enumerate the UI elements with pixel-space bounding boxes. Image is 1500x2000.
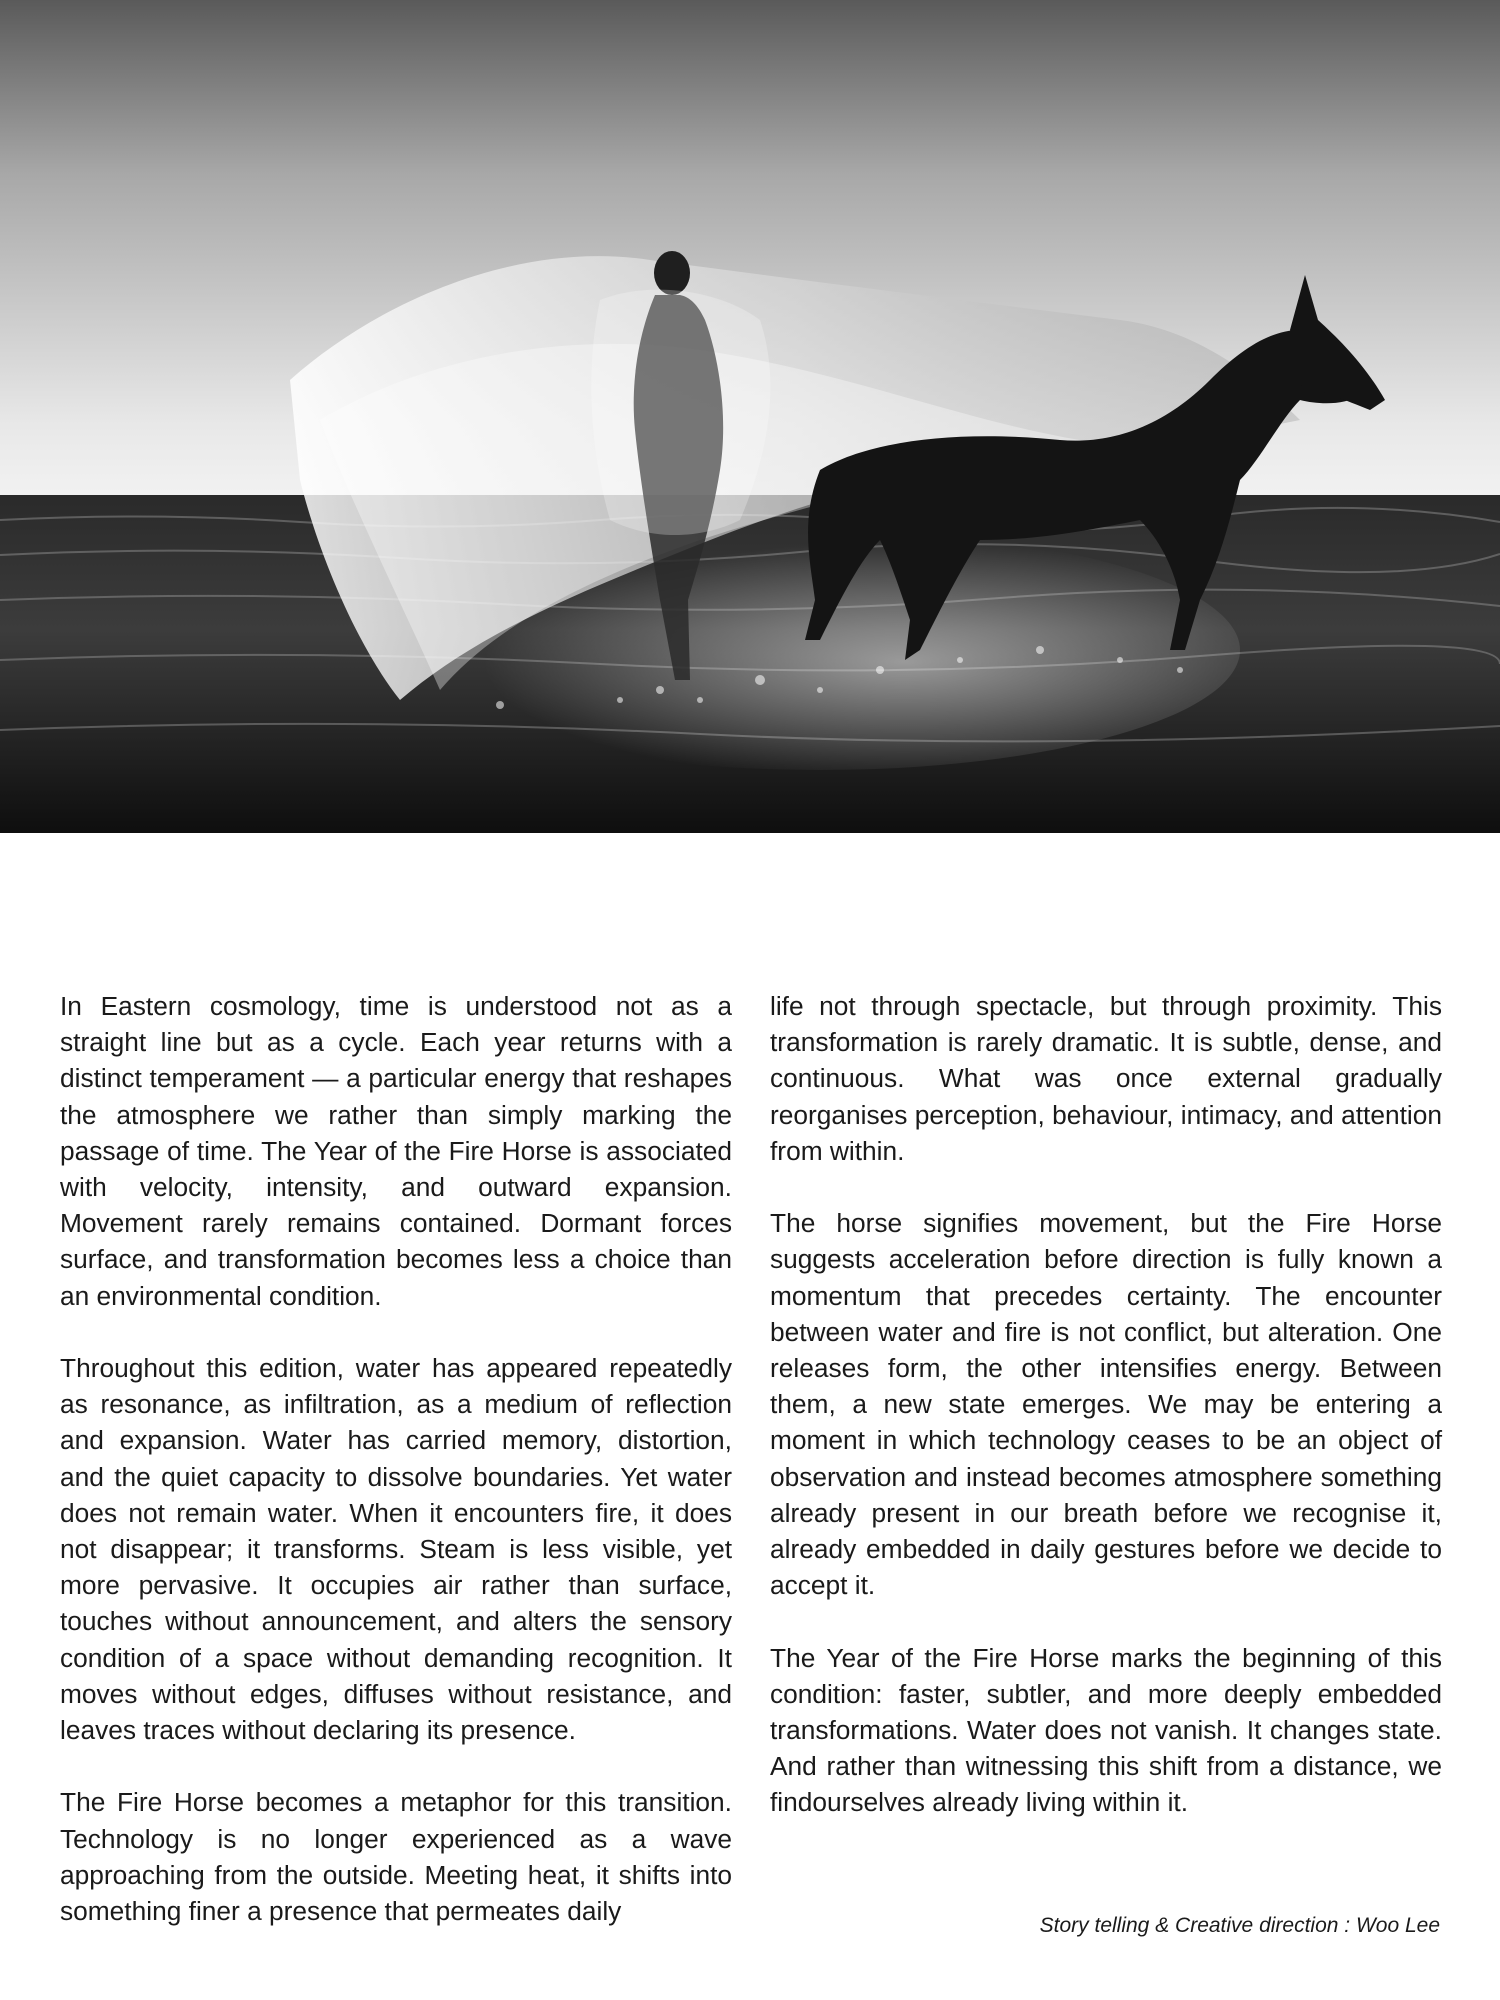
credit-line: Story telling & Creative direction : Woo Lee xyxy=(1039,1914,1440,1937)
article-left-column xyxy=(60,988,732,1929)
article-paragraph: Throughout this edition, water has appeared repeatedly as resonance, as infiltration, as a medium of reflection and expansion. Water has carried memory, distortion, and the quiet capacity to dissolve boundaries. Yet water does not remain water. When it encounters fire, it does not disappear; it transforms. Steam is less visible, yet more pervasive. It occupies air rather than surface, touches without announcement, and alters the sensory condition of a space without demanding recognition. It moves without edges, diffuses without resistance, and leaves traces without declaring its presence. xyxy=(60,1353,732,1746)
article-paragraph: The Fire Horse becomes a metaphor for this transition. Technology is no longer experienced as a wave approaching from the outside. Meeting heat, it shifts into something finer a presence that permeates daily xyxy=(60,1787,732,1927)
hero-photo xyxy=(0,0,1500,833)
hero-photo-illustration xyxy=(0,0,1500,833)
article-paragraph: The horse signifies movement, but the Fire Horse suggests acceleration before direction is fully known a momentum that precedes certainty. The encounter between water and fire is not conflict, but alteration. One releases form, the other intensifies energy. Between them, a new state emerges. We may be entering a moment in which technology ceases to be an object of observation and instead becomes atmosphere something already present in our breath before we recognise it, already embedded in daily gestures before we decide to accept it. xyxy=(770,1208,1442,1601)
article-paragraph: life not through spectacle, but through proximity. This transformation is rarely dramatic. It is subtle, dense, and continuous. What was once external gradually reorganises perception, behaviour, intimacy, and attention from within. xyxy=(770,991,1442,1166)
article-paragraph: The Year of the Fire Horse marks the beginning of this condition: faster, subtler, and more deeply embedded transformations. Water does not vanish. It changes state. And rather than witnessing this shift from a distance, we findourselves already living within it. xyxy=(770,1642,1442,1818)
article-right-column xyxy=(770,988,1442,1821)
article-paragraph: In Eastern cosmology, time is understood not as a straight line but as a cycle. Each year returns with a distinct temperament — a particular energy that reshapes the atmosphere we rather than simply marking the passage of time. The Year of the Fire Horse is associated with velocity, intensity, and outward expansion. Movement rarely remains contained. Dormant forces surface, and transformation becomes less a choice than an environmental condition. xyxy=(60,991,732,1311)
